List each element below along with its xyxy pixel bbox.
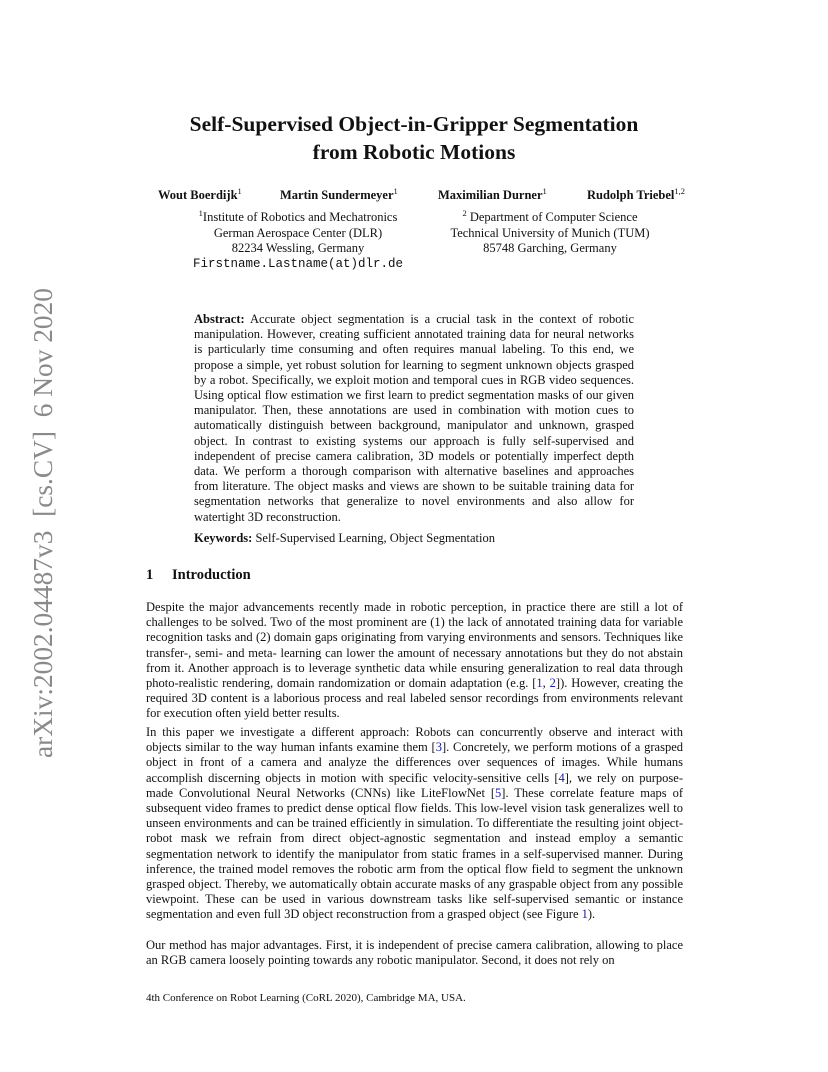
intro-paragraph-1 xyxy=(146,600,683,722)
citation-2[interactable]: 2 xyxy=(549,676,556,691)
paper-title xyxy=(100,110,728,166)
author-3-affil-mark: 1 xyxy=(542,186,547,196)
citation-4[interactable]: 4 xyxy=(558,770,565,785)
author-3-name: Maximilian Durner xyxy=(438,188,543,203)
author-2 xyxy=(280,186,398,203)
citation-3[interactable]: 3 xyxy=(435,740,442,755)
arxiv-identifier-stamp xyxy=(20,286,64,762)
paper-title-line-2: from Robotic Motions xyxy=(312,140,516,164)
abstract-label: Abstract: xyxy=(194,312,245,326)
citation-1[interactable]: 1 xyxy=(536,676,543,691)
affiliation-1-line-1: Institute of Robotics and Mechatronics xyxy=(202,210,398,225)
p2-text-e: ). xyxy=(587,907,596,922)
author-3 xyxy=(438,186,547,203)
abstract xyxy=(194,312,634,525)
intro-paragraph-3: Our method has major advantages. First, it is independent of precise camera calibration, allowing to place an RGB camera loosely pointing towards any robotic manipulator. Second, it does not rely on xyxy=(146,938,683,968)
author-2-affil-mark: 1 xyxy=(393,186,398,196)
keywords-text: Self-Supervised Learning, Object Segmentation xyxy=(255,531,495,545)
p2-text-d: ]. These correlate feature maps of subsequent video frames to predict dense optical flow fields. This low-level vision task generalizes well to unseen environments and can be trained efficiently in simulation. To differentiate the resulting joint object-robot mask we refrain from direct object-agnostic segmentation and instead employ a semantic segmentation network to identify the manipulator from static frames in a self-supervised manner. During inference, the trained model removes the robotic arm from the optical flow field to segment the unknown grasped object. Thereby, we automatically obtain accurate masks of any graspable object from any possible viewpoint. These can be used in various downstream tasks like self-supervised semantic or instance segmentation and even full 3D object reconstruction from a grasped object (see Figure xyxy=(146,785,683,922)
conference-footer: 4th Conference on Robot Learning (CoRL 2020), Cambridge MA, USA. xyxy=(146,992,466,1004)
section-heading-introduction xyxy=(146,567,251,584)
author-1-affil-mark: 1 xyxy=(237,186,242,196)
figure-1-reference[interactable]: 1 xyxy=(581,907,588,922)
author-1-name: Wout Boerdijk xyxy=(158,188,238,203)
author-4-name: Rudolph Triebel xyxy=(587,188,675,203)
affiliation-2-line-1: Department of Computer Science xyxy=(466,210,638,225)
affiliation-1-mark: 1 xyxy=(198,208,203,218)
affiliation-2-line-2: Technical University of Munich (TUM) xyxy=(450,225,650,240)
section-number: 1 xyxy=(146,567,154,583)
p1-text-b: ]). However, creating the required 3D content is a laborious process and real labeled sensor recordings from environments relevant for execution often yield better results. xyxy=(146,676,683,721)
paper-title-line-1: Self-Supervised Object-in-Gripper Segmentation xyxy=(189,112,639,136)
section-title: Introduction xyxy=(172,567,251,583)
author-2-name: Martin Sundermeyer xyxy=(280,188,394,203)
affiliation-1-line-2: German Aerospace Center (DLR) xyxy=(213,225,383,240)
p2-text-a: In this paper we investigate a different approach: Robots can concurrently observe and interact with objects similar to the way human infants examine them [ xyxy=(146,725,683,755)
citation-5[interactable]: 5 xyxy=(495,785,502,800)
keywords-label: Keywords: xyxy=(194,531,253,545)
p2-text-c: ], we rely on purpose-made Convolutional Neural Networks (CNNs) like LiteFlowNet [ xyxy=(146,770,683,800)
affiliation-1-email: Firstname.Lastname(at)dlr.de xyxy=(192,256,404,271)
author-4 xyxy=(587,186,685,203)
author-4-affil-mark: 1,2 xyxy=(674,186,686,196)
keywords xyxy=(194,531,634,546)
p1-citation-separator: , xyxy=(542,676,550,691)
affiliation-1-line-3: 82234 Wessling, Germany xyxy=(231,241,365,256)
affiliation-2-line-3: 85748 Garching, Germany xyxy=(483,241,617,256)
abstract-text: Accurate object segmentation is a crucial task in the context of robotic manipulation. However, creating sufficient annotated training data for neural networks is particularly time consuming and often requires manual labeling. To this end, we propose a simple, yet robust solution for learning to segment unknown objects grasped by a robot. Specifically, we exploit motion and temporal cues in RGB video sequences. Using optical flow estimation we first learn to predict segmentation masks of our given manipulator. Then, these annotations are used in combination with motion cues to automatically distinguish between background, manipulator and unknown, grasped object. In contrast to existing systems our approach is fully self-supervised and independent of precise camera calibration, 3D models or potentially imperfect depth data. We perform a thorough comparison with alternative baselines and approaches from literature. The object masks and views are shown to be suitable training data for segmentation networks that generalize to novel environments and also allow for watertight 3D reconstruction. xyxy=(194,312,634,524)
affiliation-2 xyxy=(438,206,662,257)
affiliation-2-mark: 2 xyxy=(462,208,467,218)
author-1 xyxy=(158,186,242,203)
p2-text-b: ]. Concretely, we perform motions of a grasped object in front of a camera and analyze the differences over sequences of images. While humans accomplish discerning objects in motion with specific velocity-sensitive cells [ xyxy=(146,740,683,785)
intro-paragraph-2 xyxy=(146,725,683,923)
affiliation-1 xyxy=(170,206,426,272)
p1-text-a: Despite the major advancements recently made in robotic perception, in practice there are still a lot of challenges to be solved. Two of the most prominent are (1) the lack of annotated training data for variable recognition tasks and (2) domain gaps originating from varying environments and sensors. Techniques like transfer-, semi- and meta- learning can lower the amount of necessary annotations but they do not abstain from it. Another approach is to leverage synthetic data while ensuring generalization to real data through photo-realistic rendering, domain randomization or domain adaptation (e.g. [ xyxy=(146,600,683,691)
arxiv-identifier-text: arXiv:2002.04487v3 [cs.CV] 6 Nov 2020 xyxy=(28,294,58,758)
